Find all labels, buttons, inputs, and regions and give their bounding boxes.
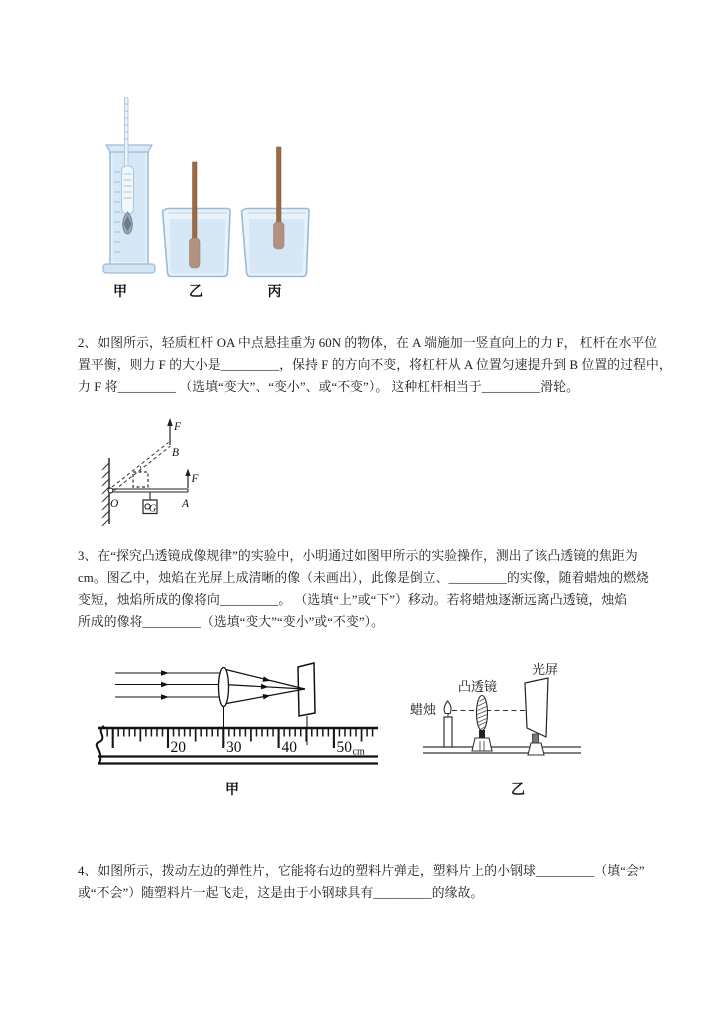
label-f-right: F	[191, 473, 199, 485]
label-lens: 凸透镜	[458, 679, 498, 694]
label-f-top: F	[174, 421, 182, 433]
label-jia: 甲	[113, 283, 127, 299]
label-g: G	[149, 503, 157, 515]
label-bing: 丙	[267, 283, 282, 299]
question-3-line-3: 变短，烛焰所成的像将向_________。 （选填“上”或“下”）移动。若将蜡烛逐渐远离凸透镜，烛焰	[78, 593, 628, 607]
ruler-tick-20: 20	[170, 739, 186, 756]
rod-bing	[277, 147, 282, 224]
wall-hatching	[102, 463, 109, 526]
ruler-unit: cm	[352, 746, 365, 758]
lever-bar	[110, 489, 188, 492]
raised-lever-dashed	[112, 443, 171, 491]
graduated-cylinder	[103, 98, 155, 273]
optical-bench-rail	[423, 747, 581, 753]
question-3-line-2: cm。图乙中，烛焰在光屏上成清晰的像（未画出），此像是倒立、_________的实像，随着蜡烛的燃烧	[78, 571, 649, 585]
rod-yi	[193, 162, 198, 240]
question-3-line-4: 所成的像将_________（选填“变大”“变小”或“不变”）。	[78, 615, 385, 629]
lens-experiment-figure	[95, 642, 615, 800]
label-a: A	[182, 498, 190, 510]
convex-lens-yi	[472, 696, 492, 752]
question-2-line-1: 2、如图所示，轻质杠杆 OA 中点悬挂重为 60N 的物体，在 A 端施加一竖直向上的力 F， 杠杆在水平位	[78, 336, 658, 350]
question-2-line-3: 力 F 将_________ （选填“变大”、“变小”、或“不变”）。 这种杠杆相当于_________滑轮。	[78, 380, 579, 394]
question-2	[78, 332, 672, 398]
candle	[444, 701, 452, 747]
convex-lens-jia	[219, 668, 229, 707]
ruler-tick-50: 50	[336, 739, 352, 756]
question-3	[78, 545, 658, 633]
beaker-bing	[242, 147, 310, 277]
ruler-break-edge	[97, 726, 104, 764]
label-b: B	[172, 447, 180, 459]
caption-jia: 甲	[225, 781, 239, 797]
ruler	[97, 726, 378, 764]
candle-flame	[444, 701, 451, 714]
question-4-line-1: 4、如图所示，拨动左边的弹性片，它能将右边的塑料片弹走，塑料片上的小钢球_________（填“会”	[78, 864, 645, 878]
label-o: O	[110, 498, 119, 510]
beaker-yi	[163, 162, 231, 277]
pivot	[108, 488, 113, 493]
incoming-rays	[115, 673, 224, 697]
question-2-line-2: 置平衡，则力 F 的大小是_________，保持 F 的方向不变，将杠杆从 A 位置匀速提升到 B 位置的过程中，	[78, 358, 672, 372]
lens-holder	[472, 738, 492, 751]
rod-tip-yi	[190, 238, 201, 268]
ruler-tick-40: 40	[281, 739, 297, 756]
screen-holder	[528, 743, 544, 755]
label-yi: 乙	[189, 283, 203, 299]
density-figure	[96, 94, 316, 304]
rod-tip-bing	[274, 222, 285, 249]
ruler-tick-30: 30	[226, 739, 242, 756]
caption-yi: 乙	[511, 781, 525, 797]
question-4-line-2: 或“不会”）随塑料片一起飞走，这是由于小钢球具有_________的缘故。	[78, 886, 484, 900]
screen-yi	[525, 678, 548, 755]
question-4	[78, 860, 658, 904]
label-screen: 光屏	[532, 662, 559, 677]
question-3-line-1: 3、在“探究凸透镜成像规律”的实验中，小明通过如图甲所示的实验操作，测出了该凸透镜的焦距为	[78, 549, 638, 563]
lever-figure	[95, 412, 205, 526]
label-candle: 蜡烛	[410, 702, 437, 717]
